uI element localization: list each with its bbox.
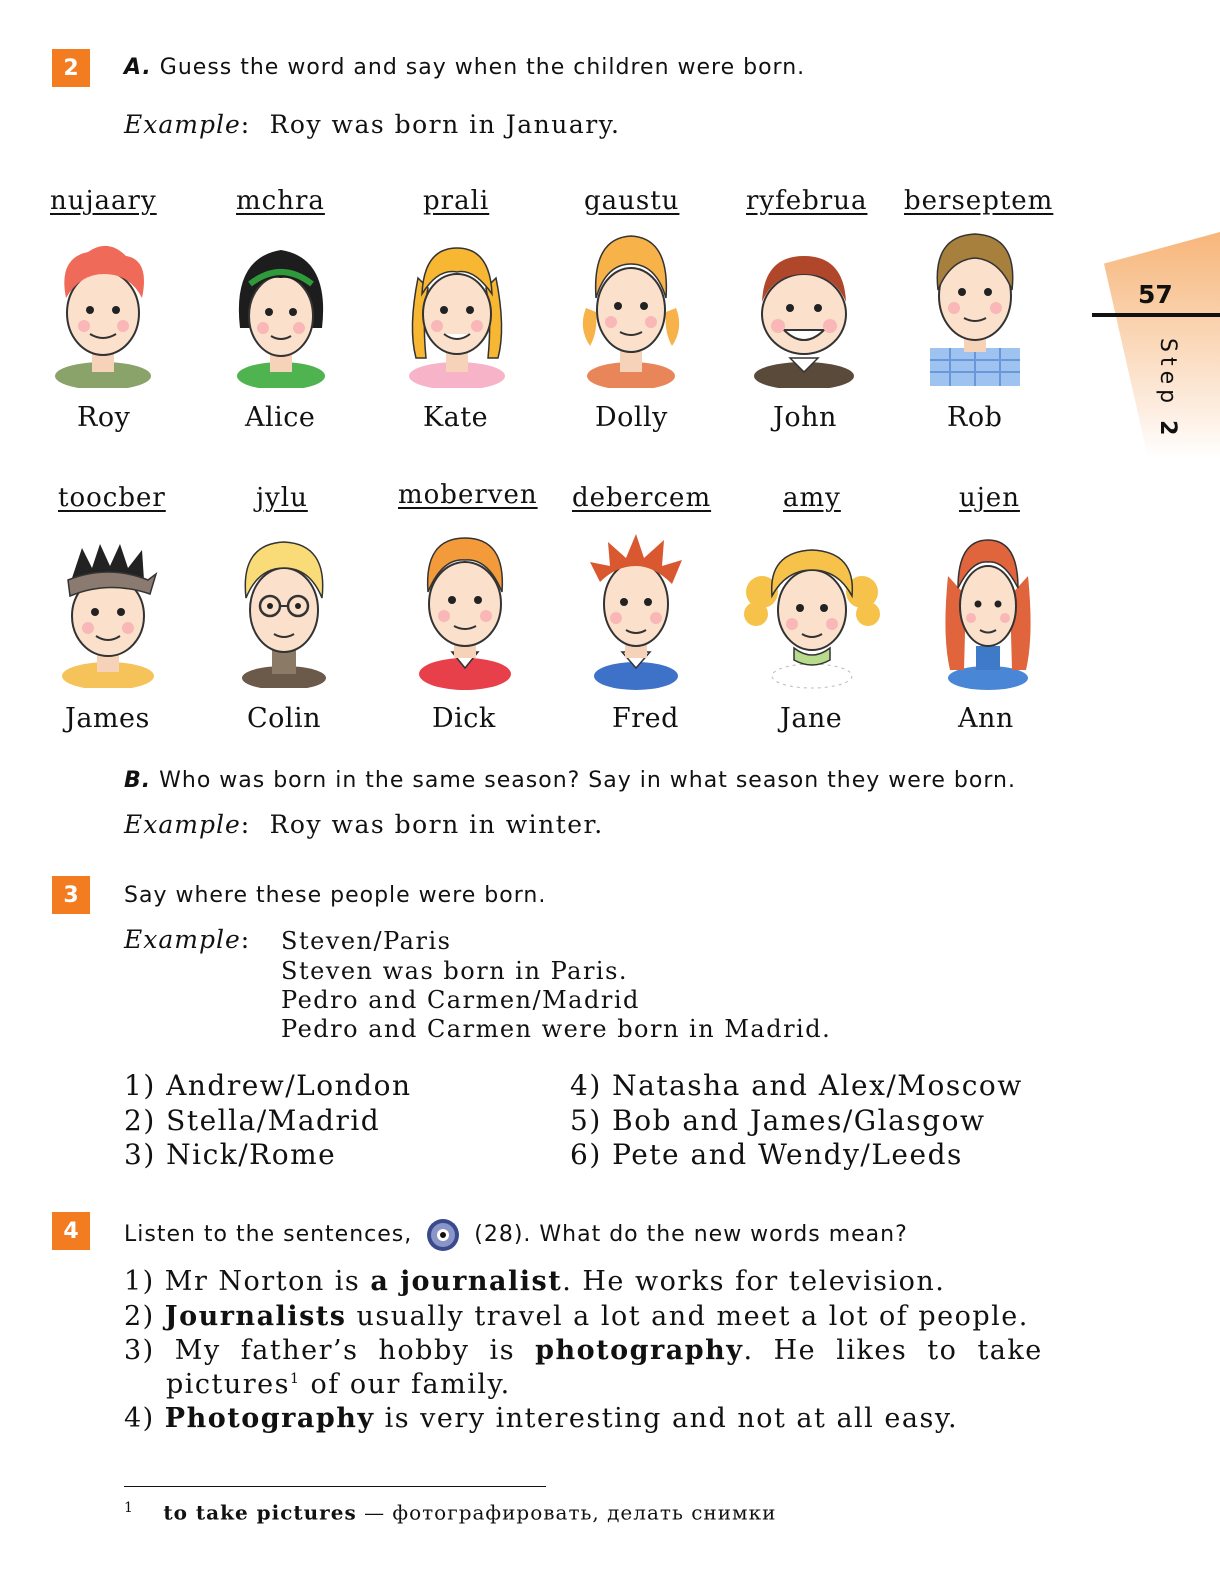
scrambled-word: debercem [572, 483, 712, 513]
exercise-3-instruction: Say where these people were born. [124, 883, 547, 908]
exercise-2b-example: Example: Roy was born in winter. [124, 810, 604, 839]
roy-portrait [48, 238, 158, 388]
kate-portrait [402, 238, 512, 388]
scrambled-word: ryfebrua [746, 186, 868, 216]
exercise-3-item: 4) Natasha and Alex/Moscow [570, 1069, 1023, 1102]
exercise-4-instruction: Listen to the sentences, (28). What do the new words mean? [124, 1218, 908, 1252]
scrambled-word: jylu [256, 483, 308, 513]
child-name: Alice [245, 402, 316, 433]
exercise-3-example-label: Example: [124, 925, 251, 954]
exercise-2a-instruction: A. Guess the word and say when the children were born. [124, 55, 806, 80]
exercise-4-number: 4 [52, 1212, 90, 1250]
exercise-2a-example: Example: Roy was born in January. [124, 110, 621, 139]
child-name: Fred [612, 703, 679, 734]
james-portrait [52, 538, 164, 688]
exercise-3-example-line: Pedro and Carmen/Madrid [281, 986, 640, 1014]
dick-portrait [410, 534, 520, 690]
scrambled-word: moberven [398, 480, 538, 510]
exercise-3-item: 5) Bob and James/Glasgow [570, 1104, 986, 1137]
child-name: Kate [423, 402, 489, 433]
exercise-3-example-line: Steven/Paris [281, 927, 452, 955]
exercise-4-sentence: 1) Mr Norton is a journalist. He works for television. [124, 1266, 946, 1297]
ann-portrait [942, 536, 1034, 690]
page-tab-divider [1092, 313, 1220, 317]
exercise-3-item: 3) Nick/Rome [124, 1138, 337, 1171]
exercise-4-sentence: 2) Journalists usually travel a lot and meet a lot of people. [124, 1301, 1029, 1332]
page-number: 57 [1138, 280, 1173, 309]
exercise-2b-instruction: B. Who was born in the same season? Say in what season they were born. [124, 768, 1016, 793]
exercise-4-sentence: 3) My father’s hobby is photography. He likes to take [124, 1335, 1043, 1366]
exercise-3-number: 3 [52, 876, 90, 914]
child-name: Colin [247, 703, 322, 734]
dolly-portrait [576, 228, 686, 388]
exercise-3-item: 6) Pete and Wendy/Leeds [570, 1138, 963, 1171]
colin-portrait [232, 538, 336, 688]
scrambled-word: nujaary [50, 186, 157, 216]
child-name: John [773, 402, 837, 433]
alice-portrait [226, 238, 336, 388]
exercise-3-example-line: Steven was born in Paris. [281, 957, 629, 985]
scrambled-word: amy [783, 483, 841, 513]
fred-portrait [584, 532, 688, 690]
scrambled-word: berseptem [904, 186, 1054, 216]
scrambled-word: prali [423, 186, 490, 216]
exercise-3-item: 1) Andrew/London [124, 1069, 412, 1102]
exercise-4-sentence: 4) Photography is very interesting and not at all easy. [124, 1403, 959, 1434]
footnote: $^1$ to take pictures — фотографировать, делать снимки [124, 1500, 777, 1525]
child-name: James [65, 703, 150, 734]
child-name: Dolly [595, 402, 668, 433]
exercise-3-item: 2) Stella/Madrid [124, 1104, 381, 1137]
exercise-2-number: 2 [52, 49, 90, 87]
footnote-divider [124, 1486, 546, 1487]
scrambled-word: ujen [959, 483, 1020, 513]
scrambled-word: gaustu [584, 186, 680, 216]
child-name: Roy [77, 402, 131, 433]
rob-portrait [920, 230, 1030, 388]
child-name: Dick [432, 703, 496, 734]
exercise-4-sentence-continued: pictures$^1$ of our family. [166, 1369, 511, 1400]
john-portrait [748, 250, 860, 388]
scrambled-word: toocber [58, 483, 166, 513]
child-name: Jane [780, 703, 843, 734]
scrambled-word: mchra [236, 186, 325, 216]
child-name: Ann [958, 703, 1014, 734]
step-label: Step 2 [1155, 338, 1180, 441]
jane-portrait [742, 544, 882, 690]
exercise-3-example-line: Pedro and Carmen were born in Madrid. [281, 1015, 832, 1043]
child-name: Rob [947, 402, 1003, 433]
audio-cd-icon[interactable] [426, 1218, 460, 1252]
